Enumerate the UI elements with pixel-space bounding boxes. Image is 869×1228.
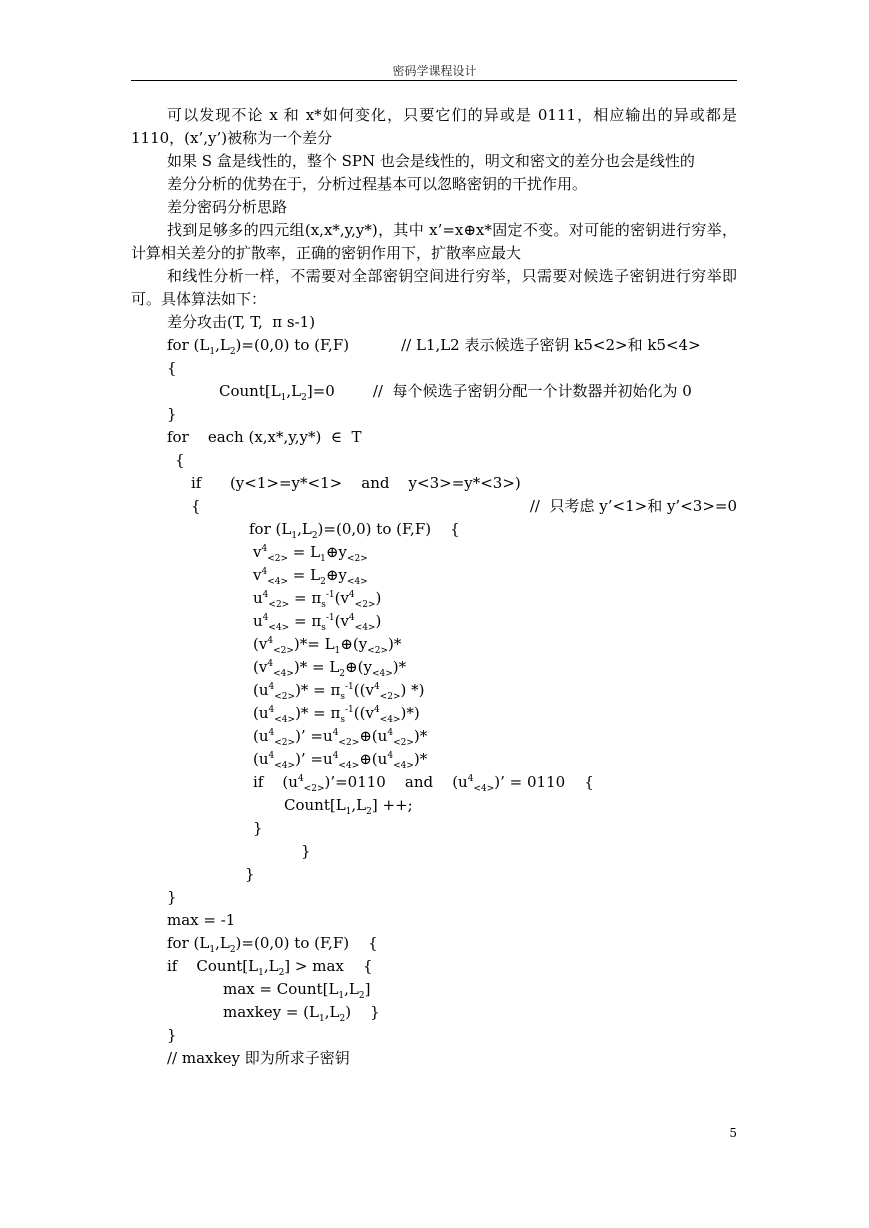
- code-line: $u^4_{<2>} = \pi_s^{-1}(v^4_{<2>})$: [253, 589, 382, 610]
- code-line: {: [175, 451, 185, 469]
- page-header: 密码学课程设计: [392, 64, 477, 78]
- code-line: for each (x,x*,y,y*) ∈ T: [167, 428, 362, 446]
- paragraph: 差分分析的优势在于，分析过程基本可以忽略密钥的干扰作用。: [167, 175, 588, 193]
- code-line: }: [301, 842, 311, 860]
- code-line: $v^4_{<4>}$ = $L_2\oplus y_{<4>}$: [253, 566, 368, 587]
- code-line: {: [167, 359, 177, 377]
- code-line: }: [167, 888, 177, 906]
- paragraph: 差分密码分析思路: [167, 198, 288, 216]
- page-number: 5: [729, 1126, 737, 1140]
- code-line: { // 只考虑 y’<1>和 y’<3>=0: [191, 495, 737, 518]
- paragraph: 和线性分析一样，不需要对全部密钥空间进行穷举，只需要对候选子密钥进行穷举即可。具体算法如下：: [131, 267, 737, 308]
- code-line: $(u^4_{<4>})$’ $=u^4_{<4>}\oplus(u^4_{<4>})*$: [253, 750, 428, 771]
- header-rule: [131, 80, 737, 81]
- paragraph: 如果 S 盒是线性的，整个 SPN 也会是线性的，明文和密文的差分也会是线性的: [167, 152, 695, 170]
- code-line: $u^4_{<4>} = \pi_s^{-1}(v^4_{<4>})$: [253, 612, 382, 633]
- code-line: for $(L_1,L_2)=(0,0)$ to (F,F) {: [167, 934, 378, 955]
- code-line: if $Count[L_1,L_2] > \max$ {: [167, 957, 373, 978]
- code-line: 差分攻击(T, T, π s-1): [167, 313, 316, 331]
- code-line: maxkey = $(L_1,L_2)$ }: [223, 1003, 380, 1024]
- code-comment: // 只考虑 y’<1>和 y’<3>=0: [529, 497, 737, 515]
- code-line: if (y<1>=y*<1> and y<3>=y*<3>): [191, 474, 521, 492]
- code-line: }: [167, 1026, 177, 1044]
- code-line: $\max = Count[L_1,L_2]$: [223, 980, 371, 1001]
- code-line: }: [245, 865, 255, 883]
- code-line: $(u^4_{<2>})$’ $=u^4_{<2>}\oplus(u^4_{<2>})*$: [253, 727, 428, 748]
- code-line: $Count[L_1,L_2]$ ++;: [284, 796, 413, 817]
- code-comment: // 每个候选子密钥分配一个计数器并初始化为 0: [372, 382, 692, 400]
- code-line: for $(L_1,L_2)=(0,0)$ to (F,F) {: [249, 520, 460, 541]
- code-line: $Count[L_1,L_2]=0$ // 每个候选子密钥分配一个计数器并初始化为 0: [219, 382, 692, 403]
- code-line: max = -1: [167, 911, 236, 929]
- paragraph: 找到足够多的四元组(x,x*,y,y*)，其中 x’=x⊕x*固定不变。对可能的密钥进行穷举，计算相关差分的扩散率，正确的密钥作用下，扩散率应最大: [131, 221, 737, 262]
- code-line: $v^4_{<2>}$ = $L_1\oplus y_{<2>}$: [253, 543, 368, 564]
- algorithm-code: [131, 311, 737, 1070]
- code-line: }: [253, 819, 263, 837]
- code-line: if $(u^4_{<2>})’=0110$ and $(u^4_{<4>})$’ = 0110 {: [253, 773, 594, 794]
- code-comment: // maxkey 即为所求子密钥: [167, 1049, 350, 1067]
- code-line: $(v^4_{<2>})*=$ $L_1\oplus(y_{<2>})*$: [253, 635, 402, 656]
- code-line: $(u^4_{<2>})* = \pi_s^{-1}((v^4_{<2>})$ *): [253, 681, 425, 702]
- code-comment: // L1,L2 表示候选子密钥 k5<2>和 k5<4>: [401, 336, 701, 354]
- code-line: $(u^4_{<4>})* = \pi_s^{-1}((v^4_{<4>})*)$: [253, 704, 420, 725]
- page-body: [131, 104, 737, 1070]
- code-line: }: [167, 405, 177, 423]
- code-line: $(v^4_{<4>})*$ = $L_2\oplus(y_{<4>})*$: [253, 658, 407, 679]
- code-line: for $(L_1,L_2)=(0,0)$ to (F,F) // L1,L2 表示候选子密钥 k5<2>和 k5<4>: [167, 336, 701, 357]
- paragraph: 可以发现不论 x 和 x*如何变化，只要它们的异或是 0111，相应输出的异或都是 1110，(x’,y’)被称为一个差分: [131, 106, 737, 147]
